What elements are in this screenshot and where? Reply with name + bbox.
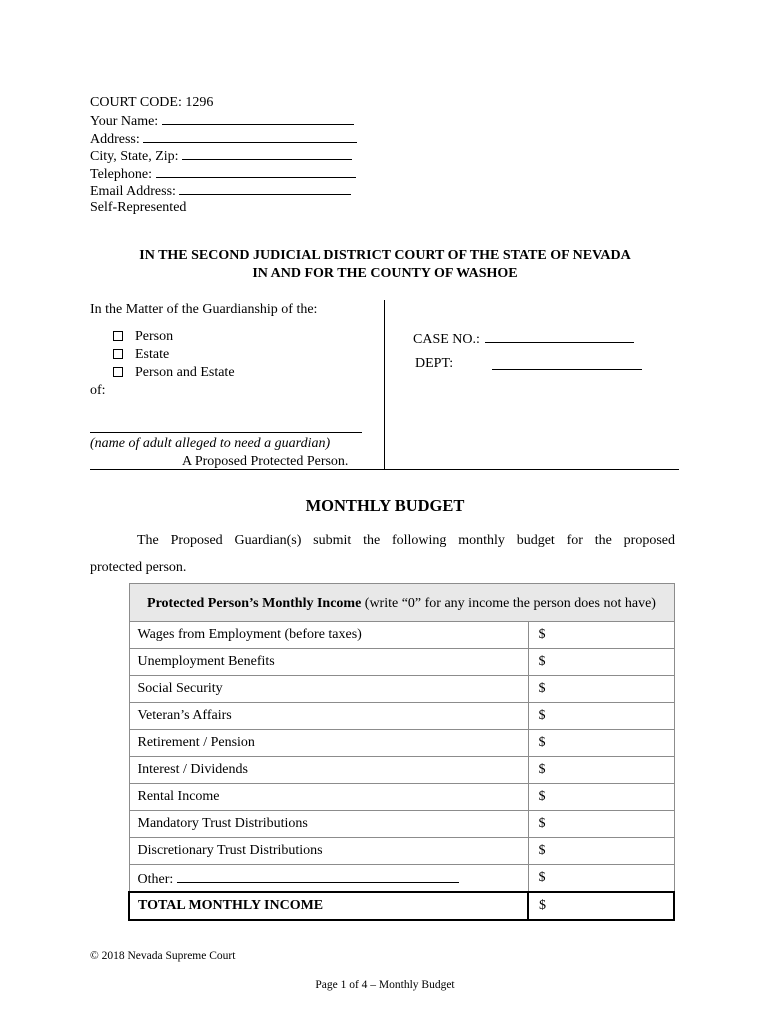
court-code: COURT CODE: 1296 bbox=[90, 95, 214, 110]
income-heading-rest: (write “0” for any income the person does not have) bbox=[361, 595, 656, 611]
option-person-and-estate-label: Person and Estate bbox=[135, 365, 235, 380]
email-label: Email Address: bbox=[90, 184, 176, 199]
case-no-line bbox=[413, 329, 634, 348]
proposed-protected-person: A Proposed Protected Person. bbox=[182, 454, 349, 469]
table-row bbox=[129, 730, 674, 757]
table-row bbox=[129, 649, 674, 676]
intro-line1: The Proposed Guardian(s) submit the following monthly budget for the proposed bbox=[137, 533, 675, 548]
option-estate-label: Estate bbox=[135, 347, 170, 362]
income-label: Social Security bbox=[129, 676, 528, 703]
table-row bbox=[129, 622, 674, 649]
table-row bbox=[129, 757, 674, 784]
city-line bbox=[90, 146, 352, 166]
of-label: of: bbox=[90, 383, 106, 398]
address-label: Address: bbox=[90, 132, 140, 147]
income-label: Wages from Employment (before taxes) bbox=[129, 622, 528, 649]
table-row bbox=[129, 703, 674, 730]
total-income-label: TOTAL MONTHLY INCOME bbox=[129, 892, 528, 920]
income-table-header bbox=[129, 584, 674, 622]
income-amount-field[interactable]: $ bbox=[528, 838, 674, 865]
total-income-amount-field[interactable]: $ bbox=[528, 892, 674, 920]
income-amount-field[interactable]: $ bbox=[528, 811, 674, 838]
self-represented: Self-Represented bbox=[90, 200, 187, 215]
income-amount-field[interactable]: $ bbox=[528, 730, 674, 757]
income-amount-field[interactable]: $ bbox=[528, 622, 674, 649]
other-income-field[interactable] bbox=[177, 869, 459, 883]
your-name-line bbox=[90, 111, 354, 131]
checkbox-person-and-estate[interactable] bbox=[113, 367, 123, 377]
option-person-and-estate[interactable] bbox=[113, 365, 235, 381]
telephone-field[interactable] bbox=[156, 164, 356, 178]
case-no-label: CASE NO.: bbox=[413, 332, 480, 347]
case-no-field[interactable] bbox=[485, 329, 634, 343]
dept-label: DEPT: bbox=[415, 356, 454, 371]
income-label: Retirement / Pension bbox=[129, 730, 528, 757]
table-row bbox=[129, 811, 674, 838]
address-field[interactable] bbox=[143, 129, 357, 143]
email-field[interactable] bbox=[179, 181, 351, 195]
option-person-label: Person bbox=[135, 329, 174, 344]
court-heading-line1: IN THE SECOND JUDICIAL DISTRICT COURT OF THE STATE OF NEVADA bbox=[139, 248, 631, 263]
name-hint: (name of adult alleged to need a guardian) bbox=[90, 436, 331, 451]
caption-divider bbox=[384, 300, 385, 470]
income-heading-bold: Protected Person’s Monthly Income bbox=[147, 595, 362, 611]
page-title: MONTHLY BUDGET bbox=[305, 496, 465, 515]
your-name-label: Your Name: bbox=[90, 114, 159, 129]
table-row bbox=[129, 676, 674, 703]
intro-line2: protected person. bbox=[90, 560, 187, 575]
city-field[interactable] bbox=[182, 146, 352, 160]
copyright: © 2018 Nevada Supreme Court bbox=[90, 950, 236, 962]
other-income-label: Other: bbox=[137, 871, 174, 887]
income-amount-field[interactable]: $ bbox=[528, 784, 674, 811]
income-amount-field[interactable]: $ bbox=[528, 757, 674, 784]
other-income-cell bbox=[129, 865, 528, 893]
page-number: Page 1 of 4 – Monthly Budget bbox=[315, 979, 455, 991]
income-amount-field[interactable]: $ bbox=[528, 703, 674, 730]
telephone-label: Telephone: bbox=[90, 167, 152, 182]
income-label: Veteran’s Affairs bbox=[129, 703, 528, 730]
income-label: Interest / Dividends bbox=[129, 757, 528, 784]
income-table-heading bbox=[129, 584, 674, 622]
your-name-field[interactable] bbox=[162, 111, 354, 125]
matter-text: In the Matter of the Guardianship of the: bbox=[90, 302, 318, 317]
table-row bbox=[129, 838, 674, 865]
dept-field[interactable] bbox=[492, 369, 642, 370]
total-row bbox=[129, 892, 674, 920]
court-heading-line2: IN AND FOR THE COUNTY OF WASHOE bbox=[252, 266, 518, 281]
income-amount-field[interactable]: $ bbox=[528, 649, 674, 676]
income-table bbox=[128, 583, 675, 921]
checkbox-person[interactable] bbox=[113, 331, 123, 341]
income-label: Unemployment Benefits bbox=[129, 649, 528, 676]
option-estate[interactable] bbox=[113, 347, 169, 363]
income-label: Rental Income bbox=[129, 784, 528, 811]
table-row-other bbox=[129, 865, 674, 893]
email-line bbox=[90, 181, 351, 201]
checkbox-estate[interactable] bbox=[113, 349, 123, 359]
adult-name-field[interactable] bbox=[90, 432, 362, 433]
option-person[interactable] bbox=[113, 329, 173, 345]
city-label: City, State, Zip: bbox=[90, 149, 179, 164]
income-label: Mandatory Trust Distributions bbox=[129, 811, 528, 838]
other-income-amount-field[interactable]: $ bbox=[528, 865, 674, 893]
caption-bottom-rule bbox=[90, 469, 679, 470]
income-label: Discretionary Trust Distributions bbox=[129, 838, 528, 865]
income-amount-field[interactable]: $ bbox=[528, 676, 674, 703]
table-row bbox=[129, 784, 674, 811]
